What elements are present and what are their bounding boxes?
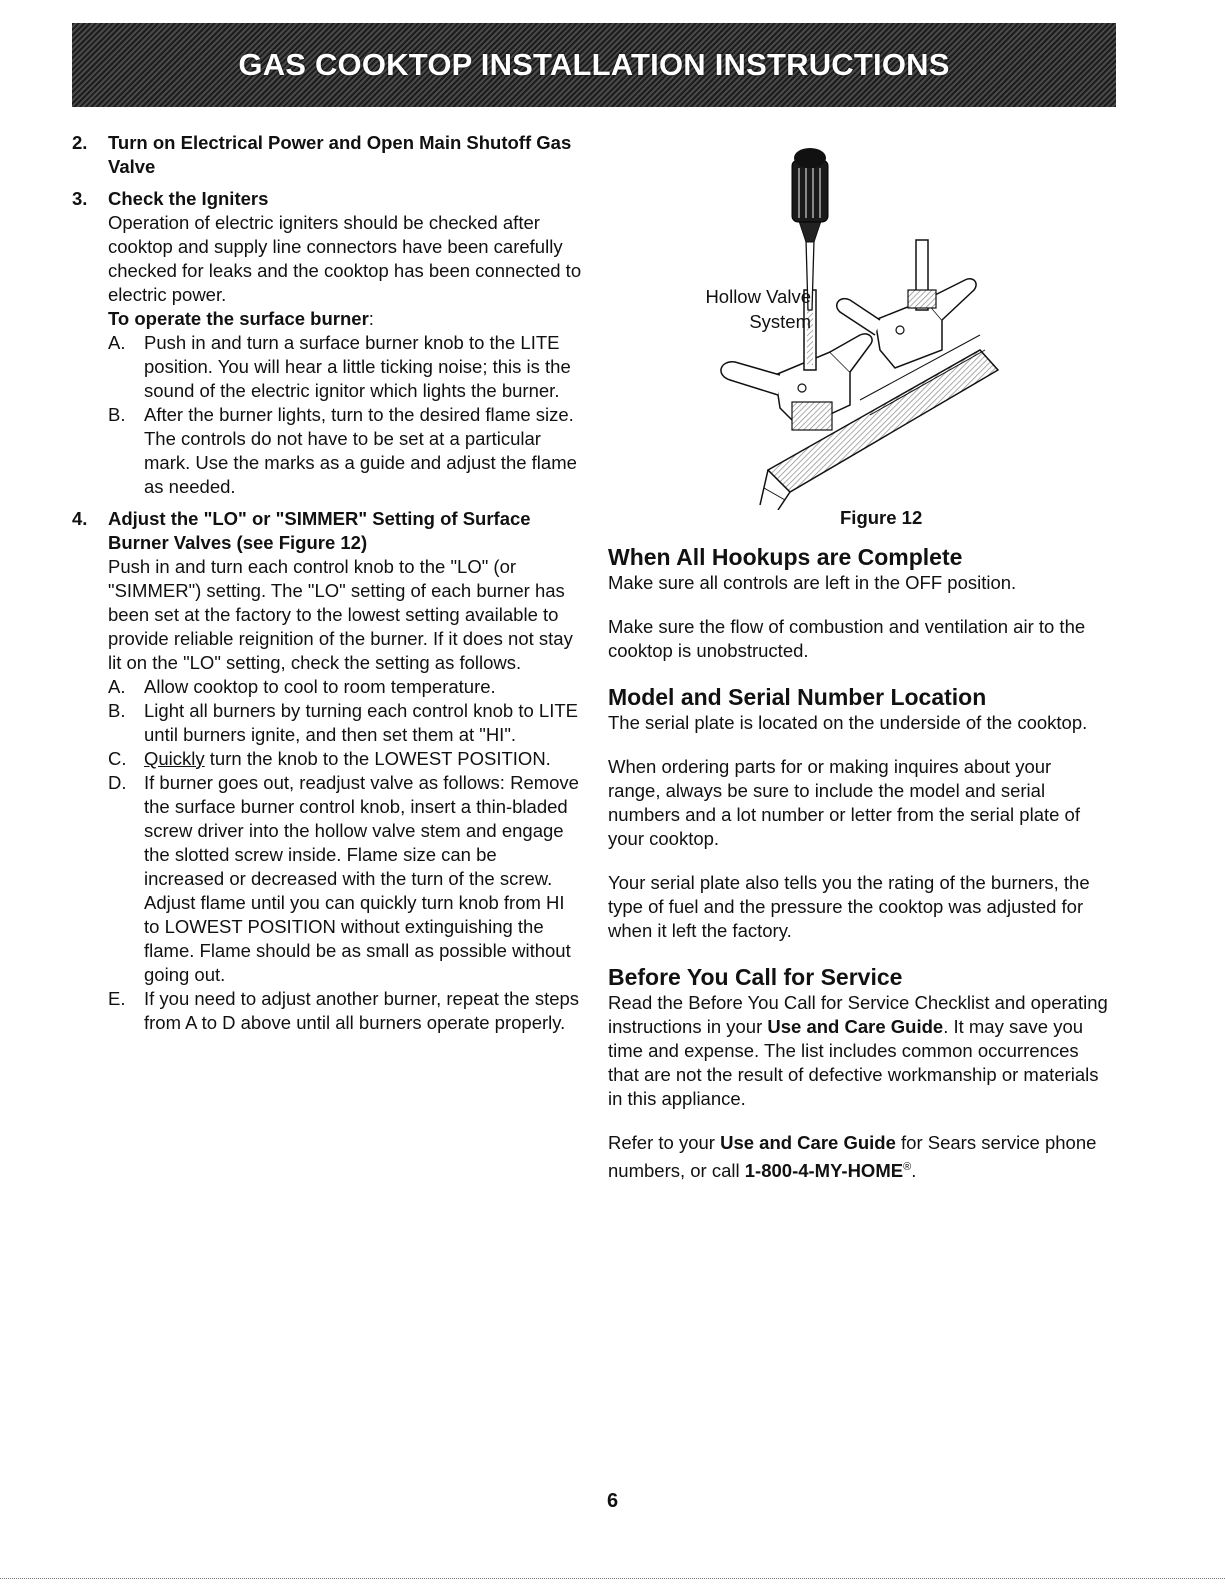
paragraph: Make sure all controls are left in the OFF position. bbox=[608, 572, 1017, 593]
sub-step-text: If you need to adjust another burner, repeat the steps from A to D above until all burners operate properly. bbox=[144, 988, 580, 1033]
sub-step-letter: B. bbox=[108, 404, 126, 425]
sub-step bbox=[108, 747, 582, 771]
right-column bbox=[608, 543, 1108, 1203]
text-run: . It may save you time and expense. The list includes common occurrences that are not the result of defective workmanship or materials in this appliance. bbox=[608, 1016, 1099, 1109]
figure-12 bbox=[680, 140, 1010, 535]
text-run: Refer to your bbox=[608, 1132, 721, 1153]
step-number: 2. bbox=[72, 132, 88, 153]
paragraph bbox=[608, 991, 1108, 1111]
phone-number: 1-800-4-MY-HOME bbox=[744, 1160, 904, 1182]
paragraph: Make sure the flow of combustion and ventilation air to the cooktop is unobstructed. bbox=[608, 616, 1086, 661]
section-heading: When All Hookups are Complete bbox=[608, 544, 963, 570]
figure-label-line: System bbox=[749, 311, 811, 332]
figure-label-line: Hollow Valve bbox=[705, 286, 811, 307]
subheading-text: To operate the surface burner bbox=[108, 308, 369, 329]
paragraph bbox=[608, 1131, 1108, 1183]
step-title: Check the Igniters bbox=[108, 188, 269, 209]
step-title: Turn on Electrical Power and Open Main Shutoff Gas Valve bbox=[108, 132, 572, 177]
text-run: . bbox=[911, 1160, 917, 1182]
sub-step bbox=[108, 771, 582, 987]
paragraph: When ordering parts for or making inquires about your range, always be sure to include the model and serial numbers and a lot number or letter from the serial plate of your cooktop. bbox=[608, 756, 1080, 849]
section-heading: Before You Call for Service bbox=[608, 964, 903, 990]
figure-caption: Figure 12 bbox=[840, 507, 923, 528]
paragraph: The serial plate is located on the underside of the cooktop. bbox=[608, 712, 1088, 733]
guide-reference: Use and Care Guide bbox=[767, 1016, 944, 1037]
sub-step-text: If burner goes out, readjust valve as follows: Remove the surface burner control knob, insert a thin-bladed screw driver into the hollow valve stem and engage the slotted screw inside. Flame size can be increased or decreased with the turn of the screw. Adjust flame until you can quickly turn knob from HI to LOWEST POSITION without extinguishing the flame. Flame should be as small as possible without going out. bbox=[144, 772, 579, 985]
sub-step bbox=[108, 675, 582, 699]
bottom-divider bbox=[0, 1578, 1225, 1580]
section-model-serial bbox=[608, 683, 1108, 943]
page-number: 6 bbox=[606, 1490, 619, 1512]
step-2 bbox=[72, 131, 582, 179]
sub-step-letter: B. bbox=[108, 700, 126, 721]
sub-step-letter: C. bbox=[108, 748, 127, 769]
step-body: Operation of electric igniters should be checked after cooktop and supply line connectors have been carefully checked for leaks and the cooktop has been connected to electric power. bbox=[108, 212, 582, 305]
sub-step bbox=[108, 331, 582, 403]
sub-step bbox=[108, 403, 582, 499]
left-column bbox=[72, 131, 582, 1043]
figure-label bbox=[686, 284, 811, 334]
subheading-colon: : bbox=[368, 308, 374, 329]
step-title: Adjust the "LO" or "SIMMER" Setting of Surface Burner Valves (see Figure 12) bbox=[108, 508, 531, 553]
sub-step-letter: E. bbox=[108, 988, 126, 1009]
step-4 bbox=[72, 507, 582, 1035]
emphasis-quickly: Quickly bbox=[144, 748, 205, 769]
sub-step-text: After the burner lights, turn to the desired flame size. The controls do not have to be set at a particular mark. Use the marks as a guide and adjust the flame as needed. bbox=[144, 404, 577, 497]
text-run: for Sears service phone numbers, or call bbox=[608, 1132, 1097, 1182]
subheading bbox=[108, 307, 582, 331]
section-hookups bbox=[608, 543, 1108, 663]
page-title: GAS COOKTOP INSTALLATION INSTRUCTIONS bbox=[238, 47, 950, 82]
sub-step-text: turn the knob to the LOWEST POSITION. bbox=[204, 748, 551, 769]
paragraph: Your serial plate also tells you the rating of the burners, the type of fuel and the pressure the cooktop was adjusted for when it left the factory. bbox=[608, 872, 1090, 941]
section-service bbox=[608, 963, 1108, 1183]
sub-step-letter: A. bbox=[108, 676, 126, 697]
sub-step bbox=[108, 699, 582, 747]
sub-step bbox=[108, 987, 582, 1035]
header-banner bbox=[72, 23, 1116, 107]
step-3 bbox=[72, 187, 582, 499]
step-body: Push in and turn each control knob to the "LO" (or "SIMMER") setting. The "LO" setting of each burner has been set at the factory to the lowest setting available to provide reliable reignition of the burner. If it does not stay lit on the "LO" setting, check the setting as follows. bbox=[108, 556, 573, 673]
sub-step-letter: D. bbox=[108, 772, 127, 793]
sub-step-text: Light all burners by turning each control knob to LITE until burners ignite, and then set them at "HI". bbox=[144, 700, 578, 745]
guide-reference: Use and Care Guide bbox=[720, 1132, 896, 1153]
text-run: Read the Before You Call for Service Checklist and operating instructions in your bbox=[608, 992, 1108, 1037]
sub-step-text: Allow cooktop to cool to room temperature. bbox=[144, 676, 496, 697]
registered-mark: ® bbox=[903, 1161, 912, 1173]
section-heading: Model and Serial Number Location bbox=[608, 684, 987, 710]
step-number: 4. bbox=[72, 508, 88, 529]
sub-step-text: Push in and turn a surface burner knob to the LITE position. You will hear a little ticking noise; this is the sound of the electric ignitor which lights the burner. bbox=[144, 332, 571, 401]
sub-step-letter: A. bbox=[108, 332, 126, 353]
step-number: 3. bbox=[72, 188, 88, 209]
